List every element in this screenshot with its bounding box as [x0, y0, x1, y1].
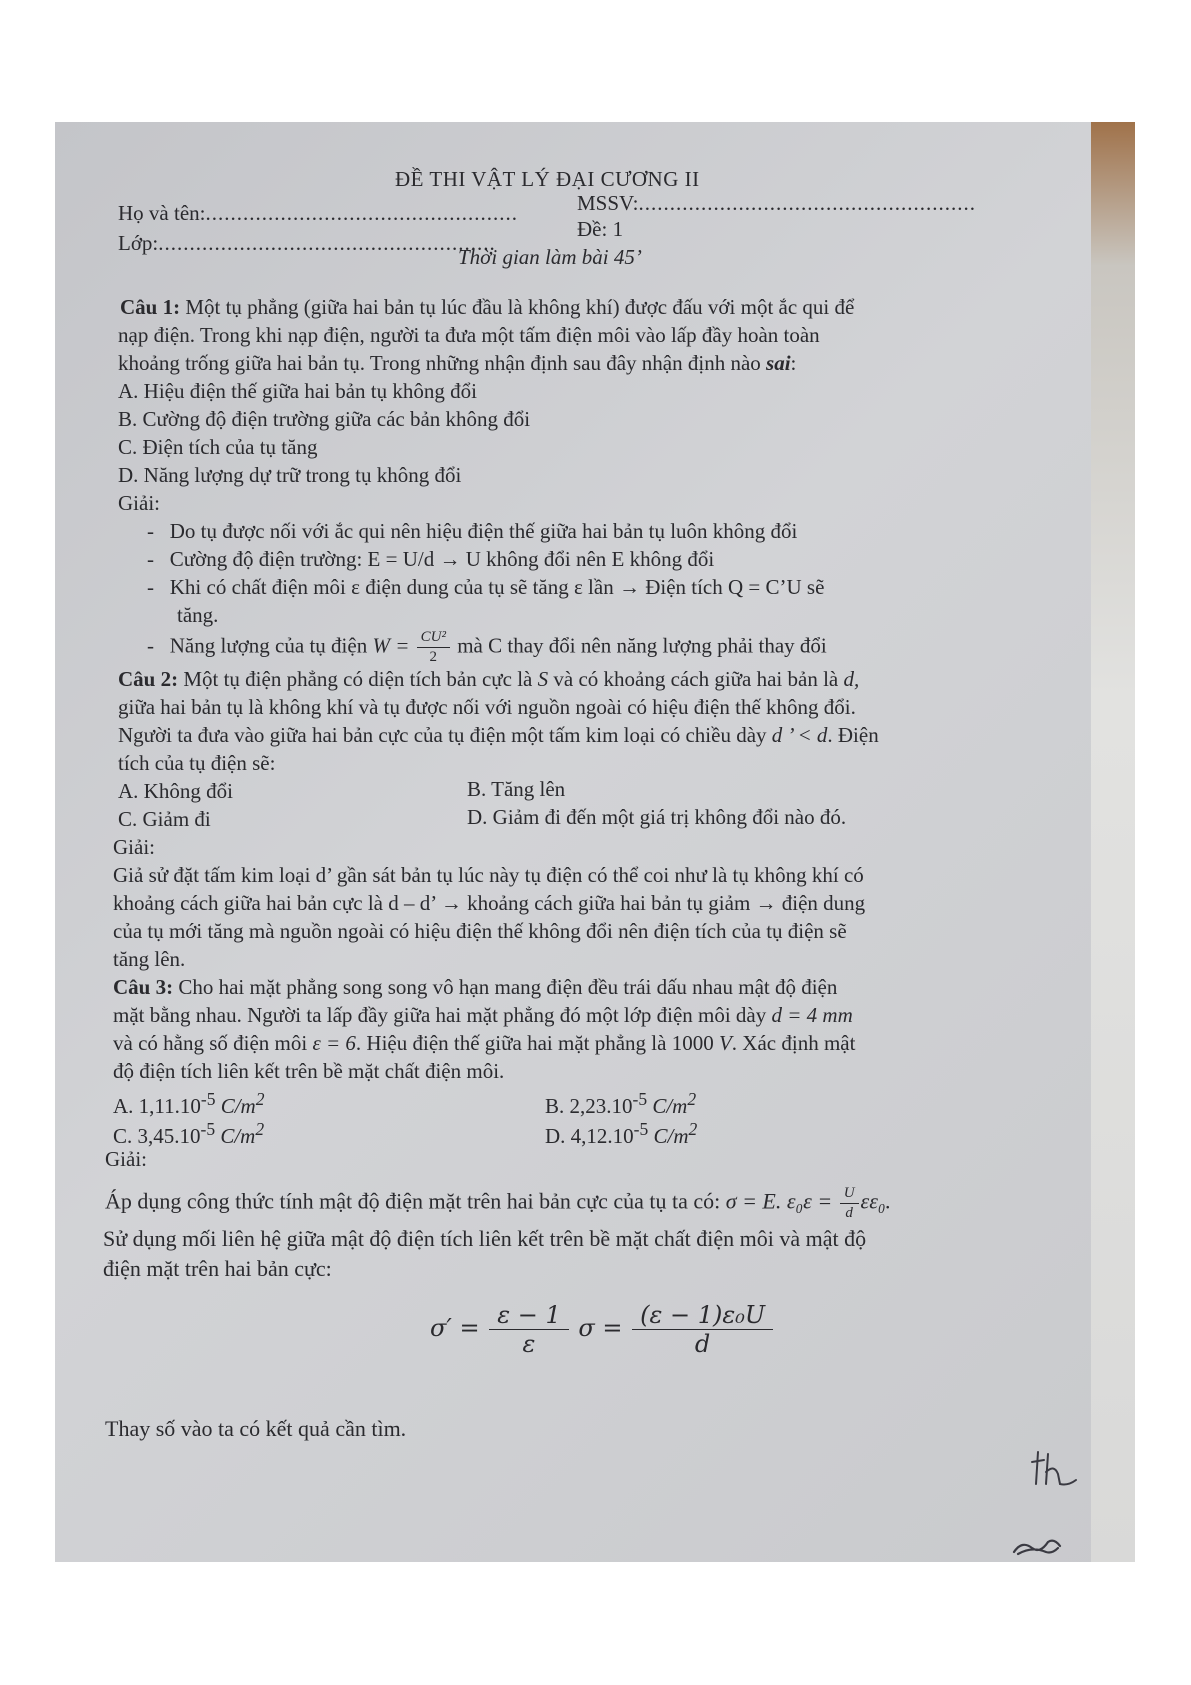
name-dots: ..................................................	[205, 201, 518, 225]
exam-code: Đề: 1	[577, 217, 624, 241]
q3-solution-2: Sử dụng mối liên hệ giữa mật độ điện tích liên kết trên bề mặt chất điện môi và mật độ	[103, 1226, 867, 1251]
class-dots: ......................................................	[158, 231, 496, 255]
q1-bullet-2: - Cường độ điện trường: E = U/d → U không đổi nên E không đổi	[147, 547, 715, 571]
q2-option-c: C. Giảm đi	[118, 807, 211, 831]
name-label: Họ và tên:	[118, 201, 206, 225]
q2-line3: Người ta đưa vào giữa hai bản cực của tụ điện một tấm kim loại có chiều dày d ’ < d. Điện	[118, 723, 879, 747]
ink-scribble	[1012, 1536, 1062, 1558]
q1-bullet-1: - Do tụ được nối với ắc qui nên hiệu điện thế giữa hai bản tụ luôn không đổi	[147, 519, 798, 543]
q2-line1: Câu 2: Một tụ điện phẳng có diện tích bản cực là S và có khoảng cách giữa hai bản là d,	[118, 667, 860, 691]
q1-option-d: D. Năng lượng dự trữ trong tụ không đổi	[118, 463, 462, 487]
q1-bullet-4: - Năng lượng của tụ điện W = $\frac{\text{CU²}}{2}$ mà C thay đổi nên năng lượng phải thay đổi	[147, 629, 827, 665]
q2-solution-1: Giả sử đặt tấm kim loại d’ gần sát bản tụ lúc này tụ điện có thể coi như là tụ không khí có	[113, 863, 864, 887]
q3-solution-3: điện mặt trên hai bản cực:	[103, 1256, 332, 1281]
sheet-edge	[1091, 122, 1135, 1562]
q3-line3: và có hằng số điện môi ε = 6. Hiệu điện thế giữa hai mặt phẳng là 1000 V. Xác định mật	[113, 1031, 856, 1055]
q1-line1: Câu 1: Một tụ phẳng (giữa hai bản tụ lúc đầu là không khí) được đấu với một ắc qui để	[120, 295, 855, 319]
q2-line4: tích của tụ điện sẽ:	[118, 751, 276, 775]
u-over-d-fraction: $\frac{U}{d}$	[840, 1186, 859, 1221]
q2-option-a: A. Không đổi	[118, 779, 233, 803]
q1-line2: nạp điện. Trong khi nạp điện, người ta đưa một tấm điện môi vào lấp đầy hoàn toàn	[118, 323, 820, 347]
q3-option-a: A. $1,11.10^{-5}$ $C/m^2$	[113, 1089, 265, 1118]
q3-line1: Câu 3: Cho hai mặt phẳng song song vô hạn mang điện đều trái dấu nhau mật độ điện	[113, 975, 838, 999]
q3-label: Câu 3:	[113, 975, 174, 999]
q2-solution-4: tăng lên.	[113, 947, 186, 971]
dielectric-formula: σ′ = $\frac{\varepsilon - 1}{\varepsilon}$ σ = $\frac{\text{(ε − 1)ε₀U}}{d}$	[430, 1298, 775, 1358]
q3-line4: độ điện tích liên kết trên bề mặt chất điện môi.	[113, 1059, 505, 1083]
q3-solution-label: Giải:	[105, 1147, 147, 1171]
q3-option-d: D. $4,12.10^{-5}$ $C/m^2$	[545, 1119, 698, 1148]
q3-option-b: B. $2,23.10^{-5}$ $C/m^2$	[545, 1089, 697, 1118]
mssv-dots: ......................................................	[638, 191, 976, 215]
q2-solution-3: của tụ mới tăng mà nguồn ngoài có hiệu điện thế không đổi nên điện tích của tụ điện sẽ	[113, 919, 847, 943]
q1-option-a: A. Hiệu điện thế giữa hai bản tụ không đổi	[118, 379, 477, 403]
q2-option-d: D. Giảm đi đến một giá trị không đổi nào đó.	[467, 805, 847, 829]
handwritten-signature	[1030, 1448, 1080, 1488]
exam-paper	[55, 122, 1135, 1562]
exam-time: Thời gian làm bài 45’	[458, 245, 642, 269]
q1-bullet-3-cont: tăng.	[177, 603, 219, 627]
q1-solution-label: Giải:	[118, 491, 160, 515]
q1-bullet-3: - Khi có chất điện môi ε điện dung của tụ sẽ tăng ε lần → Điện tích Q = C’U sẽ	[147, 575, 825, 599]
q3-solution-1: Áp dụng công thức tính mật độ điện mặt trên hai bản cực của tụ ta có: σ = E. ε₀ε = $\frac{U}{d}$ εε₀.	[105, 1185, 892, 1221]
q1-option-b: B. Cường độ điện trường giữa các bản không đổi	[118, 407, 531, 431]
q1-option-c: C. Điện tích của tụ tăng	[118, 435, 318, 459]
q3-option-c: C. $3,45.10^{-5}$ $C/m^2$	[113, 1119, 265, 1148]
mssv-field	[577, 190, 976, 216]
class-label: Lớp:	[118, 231, 159, 255]
name-field	[118, 200, 518, 226]
formula-fraction-2: $\frac{\text{(ε − 1)ε₀U}}{d}$	[632, 1301, 773, 1358]
formula-fraction-1: $\frac{\varepsilon - 1}{\varepsilon}$	[489, 1301, 569, 1358]
q1-line3: khoảng trống giữa hai bản tụ. Trong những nhận định sau đây nhận định nào sai:	[118, 351, 797, 375]
q2-solution-2: khoảng cách giữa hai bản cực là d – d’ → khoảng cách giữa hai bản tụ giảm → điện dung	[113, 891, 866, 915]
page-title: ĐỀ THI VẬT LÝ ĐẠI CƯƠNG II	[395, 167, 700, 191]
q2-option-b: B. Tăng lên	[467, 777, 566, 801]
q2-solution-label: Giải:	[113, 835, 155, 859]
energy-fraction: $\frac{\text{CU²}}{2}$	[417, 630, 450, 665]
mssv-label: MSSV:	[577, 191, 639, 215]
q2-line2: giữa hai bản tụ là không khí và tụ được nối với nguồn ngoài có hiệu điện thế không đổi.	[118, 695, 856, 719]
q3-line2: mặt bằng nhau. Người ta lấp đầy giữa hai mặt phẳng đó một lớp điện môi dày d = 4 mm	[113, 1003, 853, 1027]
q2-label: Câu 2:	[118, 667, 179, 691]
q3-conclusion: Thay số vào ta có kết quả cần tìm.	[105, 1416, 407, 1441]
q1-label: Câu 1:	[120, 295, 181, 319]
class-field	[118, 230, 496, 256]
